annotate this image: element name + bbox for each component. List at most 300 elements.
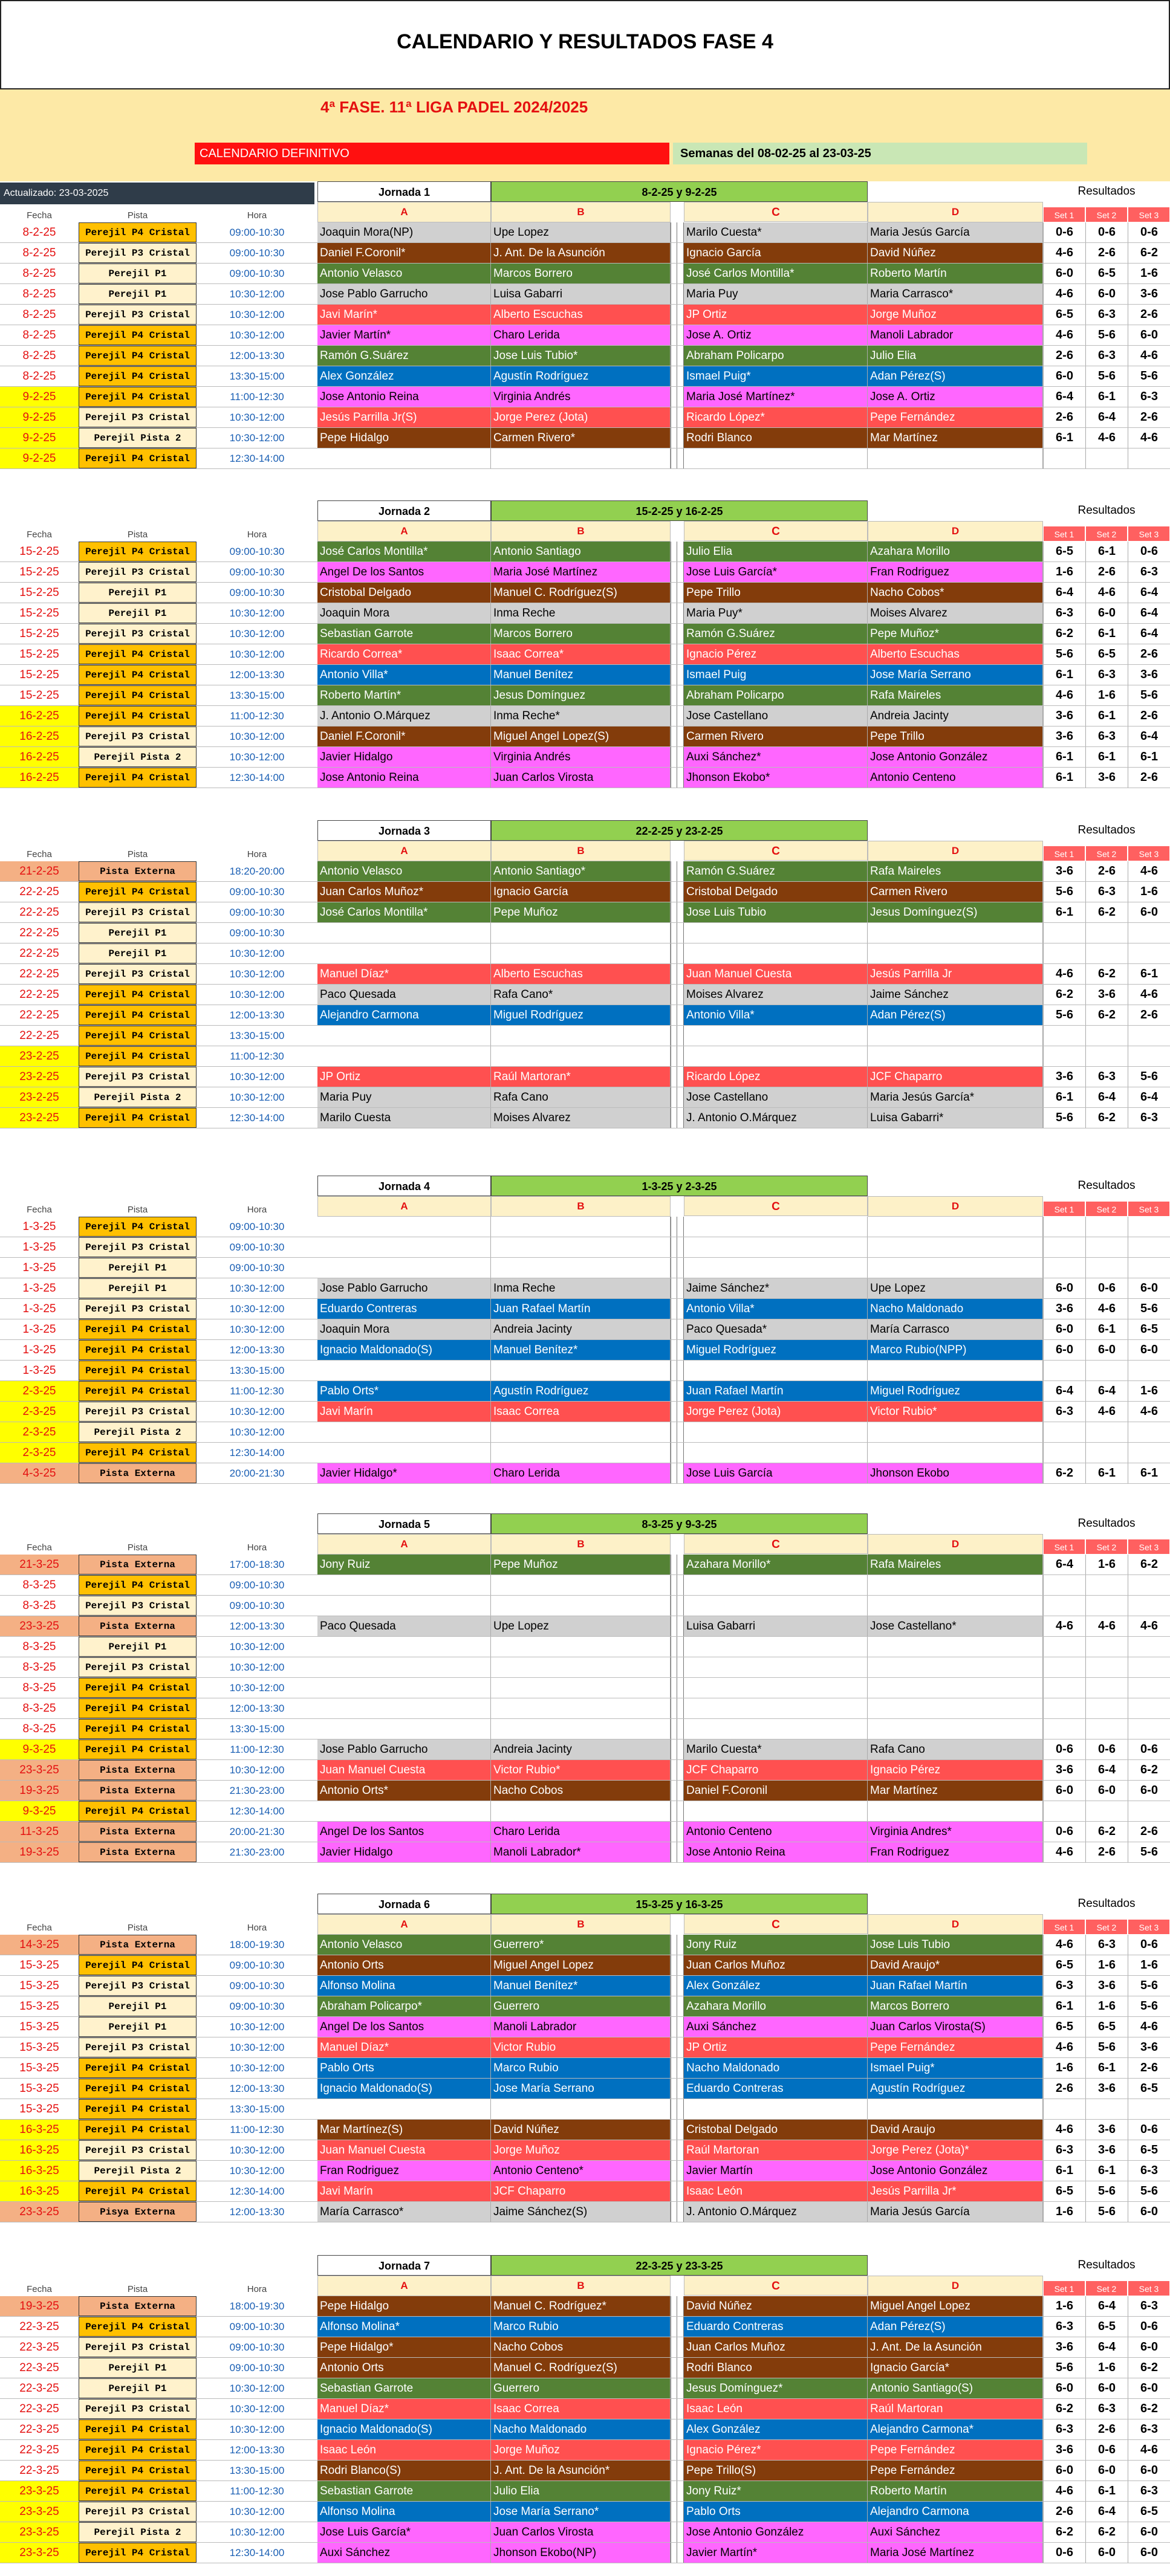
set2-score: 6-4 [1085,2502,1128,2522]
set3-score: 6-1 [1128,1463,1170,1483]
player-c: Abraham Policarpo [684,346,868,366]
set1-score: 4-6 [1043,2120,1085,2140]
match-row [0,706,1170,727]
set3-score: 6-4 [1128,1087,1170,1107]
court-name: Perejil P4 Cristal [79,2419,197,2439]
separator [677,1319,684,1339]
set1-score [1043,1046,1085,1066]
match-row [0,1657,1170,1678]
set3-score [1128,1657,1170,1677]
player-d [868,1443,1043,1463]
player-d [868,448,1043,468]
set3-score: 6-5 [1128,2140,1170,2160]
set2-score: 6-3 [1085,1935,1128,1955]
player-b: Manuel Benítez* [491,1976,671,1996]
match-time: 09:00-10:30 [229,1980,285,1992]
set3-score: 6-0 [1128,902,1170,922]
pista-header: Pista [127,1205,148,1215]
court-name: Pista Externa [79,1822,197,1842]
set2-score: 5-6 [1085,2037,1128,2057]
separator [677,1237,684,1257]
set2-header: Set 2 [1085,207,1128,222]
match-time: 09:00-10:30 [229,1262,285,1273]
match-date: 19-3-25 [0,2296,79,2316]
set1-score: 5-6 [1043,1108,1085,1128]
court-name: Perejil P4 Cristal [79,1575,197,1595]
fecha-header: Fecha [27,210,52,221]
player-b: Miguel Rodríguez [491,1005,671,1025]
player-c [684,448,868,468]
court-name: Perejil P4 Cristal [79,2099,197,2119]
player-b: Antonio Santiago [491,542,671,561]
separator [677,243,684,263]
set1-score: 2-6 [1043,407,1085,427]
match-time: 13:30-15:00 [229,690,285,701]
court-name: Perejil P1 [79,2378,197,2398]
match-row [0,264,1170,284]
jornada-dates: 8-2-25 y 9-2-25 [491,181,868,202]
match-time: 10:30-12:00 [229,1283,285,1294]
set1-score: 6-4 [1043,1555,1085,1574]
player-b [491,1026,671,1046]
player-d: Antonio Centeno [868,768,1043,788]
player-c: Juan Carlos Muñoz [684,1955,868,1975]
set3-header: Set 3 [1128,1201,1170,1217]
match-date: 15-2-25 [0,644,79,664]
player-b: Victor Rubio [491,2037,671,2057]
set2-score [1085,1678,1128,1698]
set3-score: 6-4 [1128,727,1170,746]
player-a: Ricardo Correa* [317,644,491,664]
match-row [0,1217,1170,1237]
player-c: Javier Martín* [684,2543,868,2563]
set1-score: 3-6 [1043,1299,1085,1319]
player-b [491,448,671,468]
match-date: 22-2-25 [0,882,79,902]
separator [677,1698,684,1718]
match-row [0,1319,1170,1340]
set3-score: 6-0 [1128,2337,1170,2357]
group-a-header: A [317,521,491,542]
separator [677,2543,684,2563]
match-time: 12:30-14:00 [229,453,285,464]
separator [677,2037,684,2057]
court-name: Pisya Externa [79,2202,197,2222]
player-c: Cristobal Delgado [684,2120,868,2140]
separator [671,685,677,705]
updated-label: Actualizado: 23-03-2025 [0,183,314,204]
match-time: 12:00-13:30 [229,1620,285,1632]
set1-score: 6-5 [1043,305,1085,325]
player-b: Ignacio García [491,882,671,902]
separator [671,1108,677,1128]
hora-header: Hora [247,210,267,221]
match-date: 16-3-25 [0,2140,79,2160]
jornada-block [0,500,1170,788]
player-a [317,2099,491,2119]
set3-score: 5-6 [1128,1067,1170,1087]
player-a: Eduardo Contreras [317,1299,491,1319]
player-a: Sebastian Garrote [317,2481,491,2501]
match-row [0,1678,1170,1698]
player-d: Roberto Martín [868,264,1043,283]
player-c: Carmen Rivero [684,727,868,746]
separator [671,1026,677,1046]
set2-score: 6-4 [1085,1760,1128,1780]
match-date: 1-3-25 [0,1258,79,1278]
match-row [0,2058,1170,2079]
jornada-dates: 1-3-25 y 2-3-25 [491,1176,868,1196]
set3-score [1128,1443,1170,1463]
court-name: Pista Externa [79,1616,197,1636]
player-d: Adan Pérez(S) [868,366,1043,386]
player-c [684,1026,868,1046]
player-a: Pablo Orts [317,2058,491,2078]
match-time: 11:00-12:30 [230,2124,284,2135]
match-time: 10:30-12:00 [229,309,285,320]
player-c: Ismael Puig* [684,366,868,386]
set3-score: 0-6 [1128,1739,1170,1759]
match-date: 21-3-25 [0,1555,79,1574]
match-row [0,1781,1170,1801]
player-a: Javier Hidalgo [317,747,491,767]
match-time: 09:00-10:30 [229,2321,285,2332]
separator [677,1976,684,1996]
separator [671,1739,677,1759]
separator [677,387,684,407]
match-date: 15-3-25 [0,1955,79,1975]
court-name: Perejil P4 Cristal [79,882,197,902]
player-a: Joaquin Mora [317,1319,491,1339]
separator [677,1087,684,1107]
separator [671,2502,677,2522]
set2-score: 6-2 [1085,1108,1128,1128]
set2-score: 6-3 [1085,727,1128,746]
player-d: Jose A. Ortiz [868,387,1043,407]
player-a: Manuel Díaz* [317,2399,491,2419]
player-a: Antonio Orts [317,2358,491,2378]
set2-score: 2-6 [1085,2419,1128,2439]
separator [671,1678,677,1698]
player-c: Auxi Sánchez* [684,747,868,767]
separator [677,747,684,767]
player-b [491,1801,671,1821]
court-name: Perejil P3 Cristal [79,624,197,644]
group-a-header: A [317,2276,491,2296]
match-row [0,1822,1170,1842]
court-name: Perejil Pista 2 [79,2161,197,2181]
player-b: Jose Luis Tubio* [491,346,671,366]
player-d [868,1801,1043,1821]
separator [677,2140,684,2160]
match-time: 11:00-12:30 [230,391,284,403]
separator [671,1575,677,1595]
player-c [684,1657,868,1677]
hora-header: Hora [247,1923,267,1933]
player-d: Raúl Martoran [868,2399,1043,2419]
separator [677,284,684,304]
match-time: 10:30-12:00 [229,1092,285,1103]
separator [677,644,684,664]
player-a: Jony Ruiz [317,1555,491,1574]
set2-score [1085,1575,1128,1595]
set2-score: 6-1 [1085,542,1128,561]
match-time: 11:00-12:30 [230,1050,284,1062]
player-a: Pablo Orts* [317,1381,491,1401]
court-name: Perejil P3 Cristal [79,305,197,325]
court-name: Pista Externa [79,1760,197,1780]
player-d: Jose Antonio González [868,747,1043,767]
player-d: Maria José Martínez [868,2543,1043,2563]
court-name: Perejil P4 Cristal [79,1005,197,1025]
hora-header: Hora [247,849,267,859]
separator [677,2120,684,2140]
set1-score: 6-2 [1043,624,1085,644]
separator [671,222,677,242]
match-row [0,1555,1170,1575]
player-a: Antonio Velasco [317,861,491,881]
match-date: 8-2-25 [0,346,79,366]
court-name: Perejil P3 Cristal [79,1596,197,1616]
separator [677,1067,684,1087]
group-c-header: C [684,1534,868,1554]
player-c: Paco Quesada* [684,1319,868,1339]
match-date: 4-3-25 [0,1463,79,1483]
separator [677,2317,684,2337]
set3-score: 4-6 [1128,1402,1170,1422]
player-a: Roberto Martín* [317,685,491,705]
group-c-header: C [684,202,868,222]
match-row [0,284,1170,305]
set1-score: 6-3 [1043,603,1085,623]
match-time: 09:00-10:30 [229,1960,285,1971]
player-b: Antonio Santiago* [491,861,671,881]
match-date: 15-2-25 [0,665,79,685]
player-b: Virginia Andrés [491,387,671,407]
set2-score [1085,1596,1128,1616]
set2-score: 6-0 [1085,284,1128,304]
match-row [0,2522,1170,2543]
court-name: Perejil P4 Cristal [79,2079,197,2099]
pista-header: Pista [127,1923,148,1933]
match-date: 22-2-25 [0,902,79,922]
set3-score: 6-2 [1128,1555,1170,1574]
player-c: Jesus Domínguez* [684,2378,868,2398]
separator [677,2522,684,2542]
set3-score: 6-0 [1128,2543,1170,2563]
player-a: Antonio Orts [317,1955,491,1975]
separator [677,1575,684,1595]
separator [671,727,677,746]
set3-score [1128,2099,1170,2119]
set3-score: 6-3 [1128,2296,1170,2316]
player-d: Virginia Andres* [868,1822,1043,1842]
court-name: Perejil P4 Cristal [79,1217,197,1237]
set3-header: Set 3 [1128,2280,1170,2296]
match-row [0,2461,1170,2481]
player-c: Jose Luis García [684,1463,868,1483]
court-name: Perejil P4 Cristal [79,1319,197,1339]
separator [677,428,684,448]
match-date: 21-2-25 [0,861,79,881]
player-c: Isaac León [684,2399,868,2419]
match-time: 10:30-12:00 [229,1662,285,1673]
court-name: Perejil P1 [79,943,197,963]
set3-score: 2-6 [1128,407,1170,427]
player-d: Jose Castellano* [868,1616,1043,1636]
player-b: Juan Carlos Virosta [491,2522,671,2542]
set2-score: 3-6 [1085,768,1128,788]
set3-score: 4-6 [1128,2440,1170,2460]
player-c: Alex González [684,1976,868,1996]
player-c [684,1698,868,1718]
match-date: 16-2-25 [0,747,79,767]
set3-score: 5-6 [1128,366,1170,386]
separator [677,2358,684,2378]
separator [677,1340,684,1360]
player-b: Marco Rubio [491,2058,671,2078]
match-row [0,2358,1170,2378]
player-d [868,943,1043,963]
court-name: Perejil Pista 2 [79,428,197,448]
player-a [317,1217,491,1237]
separator [677,2161,684,2181]
match-date: 23-3-25 [0,2543,79,2563]
player-d [868,2099,1043,2119]
set2-score: 0-6 [1085,2440,1128,2460]
court-name: Pista Externa [79,1463,197,1483]
player-b [491,1637,671,1657]
set1-score: 6-3 [1043,2419,1085,2439]
set2-score: 6-3 [1085,346,1128,366]
player-d: Rafa Cano [868,1739,1043,1759]
court-name: Perejil P3 Cristal [79,1402,197,1422]
separator [677,2419,684,2439]
player-d: David Araujo [868,2120,1043,2140]
player-a: Marilo Cuesta [317,1108,491,1128]
match-date: 23-3-25 [0,2481,79,2501]
separator [671,448,677,468]
player-b: Manoli Labrador* [491,1842,671,1862]
set3-score [1128,1422,1170,1442]
match-date: 23-3-25 [0,2202,79,2222]
set3-header: Set 3 [1128,526,1170,542]
match-row [0,1463,1170,1484]
jornada-dates: 22-3-25 y 23-3-25 [491,2255,868,2276]
player-a: Joaquin Mora(NP) [317,222,491,242]
player-c: Marilo Cuesta* [684,1739,868,1759]
player-d: Jorge Perez (Jota)* [868,2140,1043,2160]
player-d [868,1657,1043,1677]
player-c: Jaime Sánchez* [684,1278,868,1298]
match-date: 9-2-25 [0,428,79,448]
column-header-row [0,1196,1170,1217]
match-date: 9-2-25 [0,407,79,427]
set2-score: 6-3 [1085,1067,1128,1087]
court-name: Perejil P4 Cristal [79,1955,197,1975]
player-d [868,1258,1043,1278]
set1-score: 6-3 [1043,1402,1085,1422]
set2-score: 6-0 [1085,1340,1128,1360]
set3-score: 6-5 [1128,2079,1170,2099]
match-date: 8-3-25 [0,1719,79,1739]
match-date: 11-3-25 [0,1822,79,1842]
court-name: Perejil P1 [79,264,197,283]
player-b: Andreia Jacinty [491,1319,671,1339]
match-time: 10:30-12:00 [229,1406,285,1417]
set1-score: 5-6 [1043,1005,1085,1025]
match-row [0,747,1170,768]
player-b: Manuel C. Rodríguez(S) [491,2358,671,2378]
court-name: Pista Externa [79,1935,197,1955]
set1-score: 3-6 [1043,1067,1085,1087]
group-c-header: C [684,521,868,541]
court-name: Perejil P3 Cristal [79,2337,197,2357]
set1-score: 3-6 [1043,727,1085,746]
set2-score: 1-6 [1085,1555,1128,1574]
match-date: 15-2-25 [0,603,79,623]
match-row [0,923,1170,943]
group-d-header: D [868,2276,1043,2296]
column-header-row [0,202,1170,222]
separator [671,1361,677,1380]
match-time: 09:00-10:30 [229,587,285,598]
player-b: Inma Reche [491,1278,671,1298]
player-d: Moises Alvarez [868,603,1043,623]
match-date: 14-3-25 [0,1935,79,1955]
player-a [317,1026,491,1046]
match-time: 10:30-12:00 [229,2144,285,2156]
player-c: Maria José Martínez* [684,387,868,407]
match-time: 12:30-14:00 [229,2547,285,2558]
player-d: Carmen Rivero [868,882,1043,902]
player-a: Abraham Policarpo* [317,1996,491,2016]
separator [671,768,677,788]
separator [671,964,677,984]
player-c: Nacho Maldonado [684,2058,868,2078]
player-c [684,1361,868,1380]
court-name: Perejil P4 Cristal [79,2317,197,2337]
player-b: Jorge Muñoz [491,2140,671,2160]
set2-score: 6-2 [1085,1822,1128,1842]
match-time: 10:30-12:00 [229,751,285,763]
match-row [0,2440,1170,2461]
match-row [0,685,1170,706]
match-row [0,2419,1170,2440]
weeks-label: Semanas del 08-02-25 al 23-03-25 [673,143,1087,164]
player-a [317,1258,491,1278]
set1-score: 1-6 [1043,562,1085,582]
separator [677,562,684,582]
match-date: 23-2-25 [0,1046,79,1066]
player-a [317,943,491,963]
match-time: 10:30-12:00 [229,1071,285,1083]
match-row [0,542,1170,562]
player-d: Pepe Fernández [868,407,1043,427]
separator [671,1637,677,1657]
separator [671,1237,677,1257]
set1-score: 6-3 [1043,2317,1085,2337]
match-time: 10:30-12:00 [229,731,285,742]
match-time: 10:30-12:00 [229,2042,285,2053]
separator [677,2461,684,2481]
player-d: Maria Jesús García* [868,1087,1043,1107]
set1-score: 6-0 [1043,264,1085,283]
player-c: Eduardo Contreras [684,2079,868,2099]
separator [671,305,677,325]
player-c: Antonio Centeno [684,1822,868,1842]
jornada-dates: 22-2-25 y 23-2-25 [491,820,868,841]
